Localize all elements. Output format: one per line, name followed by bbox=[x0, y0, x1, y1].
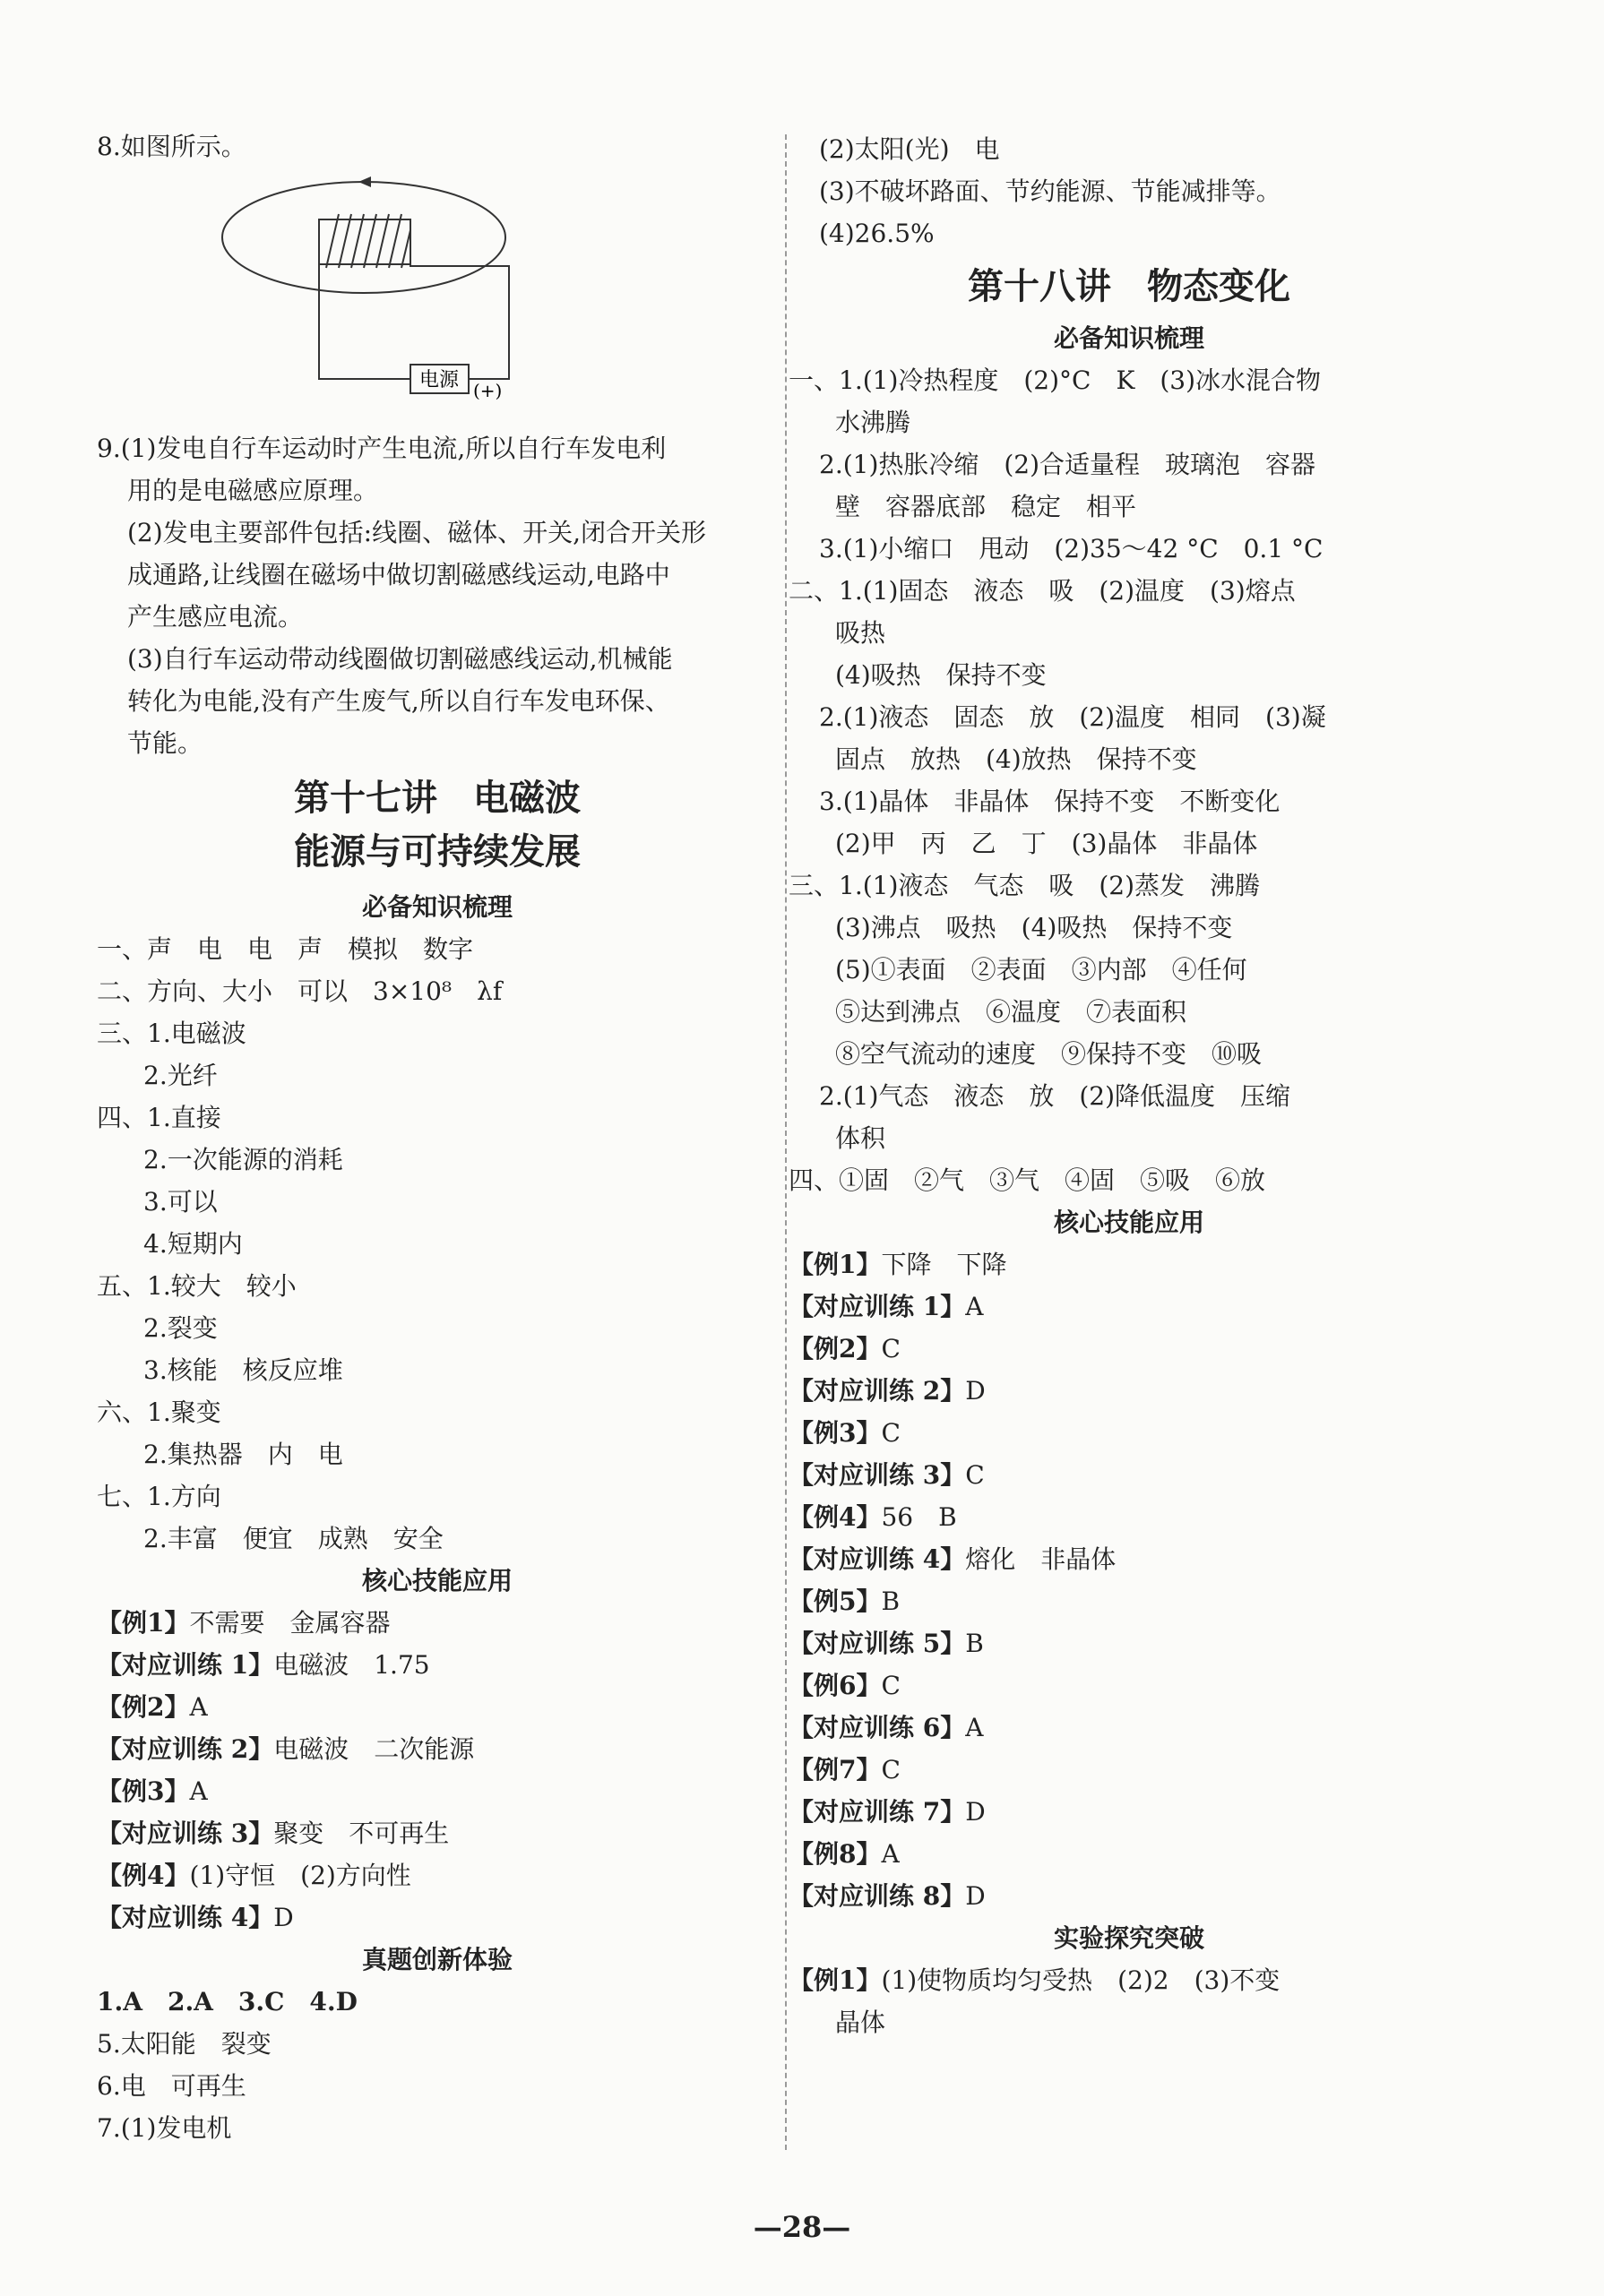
lecture-17-title: 第十七讲 电磁波 bbox=[294, 778, 581, 819]
knowledge-line: 体积 bbox=[835, 1123, 886, 1153]
skill-tag: 【对应训练 4】 bbox=[789, 1544, 966, 1574]
skill-answer: D bbox=[965, 1797, 986, 1827]
knowledge-line: (5)①表面 ②表面 ③内部 ④任何 bbox=[835, 955, 1247, 985]
skill-item bbox=[97, 1770, 778, 1812]
lecture-17-subtitle: 能源与可持续发展 bbox=[294, 831, 581, 873]
skill-item bbox=[789, 1243, 1470, 1286]
wire-right bbox=[410, 264, 509, 379]
skill-item bbox=[789, 1328, 1470, 1370]
knowledge-line: 四、①固 ②气 ③气 ④固 ⑤吸 ⑥放 bbox=[789, 1165, 1266, 1195]
knowledge-line: 六、1.聚变 bbox=[97, 1397, 221, 1427]
experiment-answer: (1)使物质均匀受热 (2)2 (3)不变 bbox=[881, 1965, 1281, 1995]
skill-tag: 【对应训练 3】 bbox=[789, 1460, 966, 1490]
knowledge-line: 2.(1)气态 液态 放 (2)降低温度 压缩 bbox=[819, 1081, 1291, 1111]
skill-tag: 【对应训练 1】 bbox=[789, 1292, 966, 1321]
skill-answer: B bbox=[965, 1629, 984, 1658]
knowledge-line: 2.裂变 bbox=[143, 1313, 218, 1343]
knowledge-line: 一、1.(1)冷热程度 (2)°C K (3)冰水混合物 bbox=[789, 365, 1322, 395]
knowledge-line: (3)沸点 吸热 (4)吸热 保持不变 bbox=[835, 913, 1233, 942]
skill-item bbox=[97, 1812, 778, 1854]
power-source-label: 电源 bbox=[418, 369, 460, 391]
knowledge-line: 2.丰富 便宜 成熟 安全 bbox=[143, 1524, 444, 1553]
knowledge-line: 3.核能 核反应堆 bbox=[143, 1355, 343, 1385]
continuation-line: (4)26.5% bbox=[819, 219, 935, 248]
positive-terminal-label: (+) bbox=[473, 380, 503, 401]
knowledge-line: 2.(1)液态 固态 放 (2)温度 相同 (3)凝 bbox=[819, 702, 1326, 732]
knowledge-line: 二、1.(1)固态 液态 吸 (2)温度 (3)熔点 bbox=[789, 576, 1296, 606]
skill-tag: 【对应训练 8】 bbox=[789, 1881, 966, 1911]
knowledge-line: 二、方向、大小 可以 3×10⁸ λf bbox=[97, 976, 503, 1006]
real-exam-line: 5.太阳能 裂变 bbox=[97, 2029, 272, 2059]
skill-item bbox=[789, 1791, 1470, 1833]
skill-item bbox=[789, 1875, 1470, 1917]
skill-tag: 【对应训练 6】 bbox=[789, 1713, 966, 1742]
field-arrow-icon bbox=[358, 176, 371, 187]
skill-item bbox=[789, 1454, 1470, 1496]
skill-tag: 【例3】 bbox=[97, 1776, 190, 1806]
knowledge-line: 水沸腾 bbox=[835, 408, 911, 437]
skill-item bbox=[789, 1370, 1470, 1412]
experiment-heading: 实验探究突破 bbox=[1053, 1923, 1204, 1953]
left-column bbox=[97, 125, 778, 2149]
skill-answer: C bbox=[965, 1460, 985, 1490]
knowledge-line: 3.(1)小缩口 甩动 (2)35～42 °C 0.1 °C bbox=[819, 534, 1324, 563]
q9-line: 用的是电磁感应原理。 bbox=[127, 476, 379, 505]
skill-answer: A bbox=[881, 1839, 900, 1869]
knowledge-line: 三、1.电磁波 bbox=[97, 1019, 246, 1048]
coil-circuit-figure bbox=[97, 168, 778, 427]
experiment-continuation: 晶体 bbox=[835, 2008, 886, 2037]
skill-item bbox=[789, 1749, 1470, 1791]
skill-answer: C bbox=[881, 1418, 901, 1448]
skill-tag: 【对应训练 1】 bbox=[97, 1650, 274, 1680]
skill-answer: A bbox=[965, 1292, 984, 1321]
question-8: 8.如图所示。 bbox=[97, 132, 246, 161]
skill-answer: (1)守恒 (2)方向性 bbox=[189, 1861, 411, 1890]
knowledge-line: 3.可以 bbox=[143, 1187, 218, 1217]
knowledge-line: 四、1.直接 bbox=[97, 1103, 221, 1132]
skill-item bbox=[789, 1580, 1470, 1622]
right-column bbox=[789, 128, 1470, 2043]
skill-tag: 【对应训练 7】 bbox=[789, 1797, 966, 1827]
real-exam-line: 1.A 2.A 3.C 4.D bbox=[97, 1987, 358, 2017]
knowledge-line: 3.(1)晶体 非晶体 保持不变 不断变化 bbox=[819, 787, 1281, 816]
continuation-line: (3)不破坏路面、节约能源、节能减排等。 bbox=[819, 176, 1281, 206]
skill-answer: D bbox=[965, 1881, 986, 1911]
column-divider bbox=[785, 134, 787, 2150]
skill-answer: A bbox=[189, 1776, 208, 1806]
skill-answer: A bbox=[965, 1713, 984, 1742]
knowledge-line: 4.短期内 bbox=[143, 1229, 243, 1259]
skill-answer: D bbox=[273, 1903, 294, 1932]
q9-line: 产生感应电流。 bbox=[127, 602, 304, 632]
skill-answer: A bbox=[189, 1692, 208, 1722]
q9-line: (2)发电主要部件包括:线圈、磁体、开关,闭合开关形 bbox=[127, 518, 706, 547]
knowledge-line: 吸热 bbox=[835, 618, 886, 648]
knowledge-line: 五、1.较大 较小 bbox=[97, 1271, 297, 1301]
skill-answer: 聚变 不可再生 bbox=[273, 1819, 450, 1848]
continuation-line: (2)太阳(光) 电 bbox=[819, 134, 1000, 164]
skill-tag: 【对应训练 2】 bbox=[789, 1376, 966, 1406]
skill-tag: 【例3】 bbox=[789, 1418, 882, 1448]
skill-tag: 【对应训练 3】 bbox=[97, 1819, 274, 1848]
skill-tag: 【例2】 bbox=[97, 1692, 190, 1722]
skill-item bbox=[789, 1622, 1470, 1664]
skill-item bbox=[97, 1644, 778, 1686]
knowledge-line: (2)甲 丙 乙 丁 (3)晶体 非晶体 bbox=[835, 829, 1258, 858]
skill-item bbox=[97, 1896, 778, 1939]
q9-line: 转化为电能,没有产生废气,所以自行车发电环保、 bbox=[127, 686, 670, 716]
skill-item bbox=[789, 1664, 1470, 1707]
knowledge-line: 2.(1)热胀冷缩 (2)合适量程 玻璃泡 容器 bbox=[819, 450, 1316, 479]
lecture-18-title: 第十八讲 物态变化 bbox=[968, 266, 1290, 307]
knowledge-heading: 必备知识梳理 bbox=[1053, 323, 1204, 353]
real-exam-line: 6.电 可再生 bbox=[97, 2071, 246, 2101]
knowledge-line: 2.光纤 bbox=[143, 1061, 218, 1090]
experiment-item bbox=[789, 1959, 1470, 2001]
knowledge-line: 七、1.方向 bbox=[97, 1482, 221, 1511]
skill-item bbox=[97, 1854, 778, 1896]
real-exam-heading: 真题创新体验 bbox=[361, 1945, 513, 1974]
skill-answer: 下降 下降 bbox=[881, 1250, 1007, 1279]
skill-answer: 56 B bbox=[881, 1502, 957, 1532]
page-number: —28— bbox=[753, 2210, 851, 2244]
skill-tag: 【例4】 bbox=[97, 1861, 190, 1890]
skill-item bbox=[789, 1286, 1470, 1328]
skill-tag: 【例4】 bbox=[789, 1502, 882, 1532]
experiment-tag: 【例1】 bbox=[789, 1965, 882, 1995]
skill-answer: 不需要 金属容器 bbox=[189, 1608, 391, 1638]
q9-line: 成通路,让线圈在磁场中做切割磁感线运动,电路中 bbox=[127, 560, 670, 589]
skill-tag: 【例7】 bbox=[789, 1755, 882, 1784]
skill-tag: 【对应训练 4】 bbox=[97, 1903, 274, 1932]
skill-answer: B bbox=[881, 1587, 901, 1616]
knowledge-line: 一、声 电 电 声 模拟 数字 bbox=[97, 934, 474, 964]
skill-tag: 【对应训练 5】 bbox=[789, 1629, 966, 1658]
skill-tag: 【例8】 bbox=[789, 1839, 882, 1869]
skill-item bbox=[789, 1833, 1470, 1875]
q9-line: 9.(1)发电自行车运动时产生电流,所以自行车发电利 bbox=[97, 434, 667, 463]
knowledge-line: 2.集热器 内 电 bbox=[143, 1440, 343, 1469]
knowledge-line: 三、1.(1)液态 气态 吸 (2)蒸发 沸腾 bbox=[789, 871, 1261, 900]
knowledge-line: ⑤达到沸点 ⑥温度 ⑦表面积 bbox=[835, 997, 1187, 1027]
skills-heading: 核心技能应用 bbox=[1053, 1208, 1204, 1237]
skill-tag: 【例5】 bbox=[789, 1587, 882, 1616]
q9-line: (3)自行车运动带动线圈做切割磁感线运动,机械能 bbox=[127, 644, 673, 674]
wire-left bbox=[319, 264, 410, 379]
real-exam-line: 7.(1)发电机 bbox=[97, 2113, 232, 2143]
skill-tag: 【例2】 bbox=[789, 1334, 882, 1363]
q9-line: 节能。 bbox=[127, 728, 203, 758]
skill-answer: D bbox=[965, 1376, 986, 1406]
skill-tag: 【对应训练 2】 bbox=[97, 1734, 274, 1764]
skill-tag: 【例1】 bbox=[789, 1250, 882, 1279]
skill-answer: 电磁波 1.75 bbox=[273, 1650, 430, 1680]
knowledge-line: 固点 放热 (4)放热 保持不变 bbox=[835, 744, 1197, 774]
skill-answer: 电磁波 二次能源 bbox=[273, 1734, 475, 1764]
skill-item bbox=[789, 1412, 1470, 1454]
skill-answer: 熔化 非晶体 bbox=[965, 1544, 1117, 1574]
skills-heading: 核心技能应用 bbox=[361, 1566, 513, 1595]
skill-item bbox=[97, 1728, 778, 1770]
skill-tag: 【例1】 bbox=[97, 1608, 190, 1638]
skill-item bbox=[789, 1538, 1470, 1580]
skill-answer: C bbox=[881, 1334, 901, 1363]
knowledge-heading: 必备知识梳理 bbox=[361, 892, 513, 922]
skill-item bbox=[789, 1496, 1470, 1538]
skill-item bbox=[789, 1707, 1470, 1749]
circuit-diagram bbox=[97, 168, 778, 427]
knowledge-line: 壁 容器底部 稳定 相平 bbox=[835, 492, 1137, 521]
skill-answer: C bbox=[881, 1671, 901, 1700]
knowledge-line: (4)吸热 保持不变 bbox=[835, 660, 1047, 690]
skill-answer: C bbox=[881, 1755, 901, 1784]
skill-tag: 【例6】 bbox=[789, 1671, 882, 1700]
skill-item bbox=[97, 1686, 778, 1728]
knowledge-line: ⑧空气流动的速度 ⑨保持不变 ⑩吸 bbox=[835, 1039, 1263, 1069]
knowledge-line: 2.一次能源的消耗 bbox=[143, 1145, 343, 1174]
skill-item bbox=[97, 1602, 778, 1644]
